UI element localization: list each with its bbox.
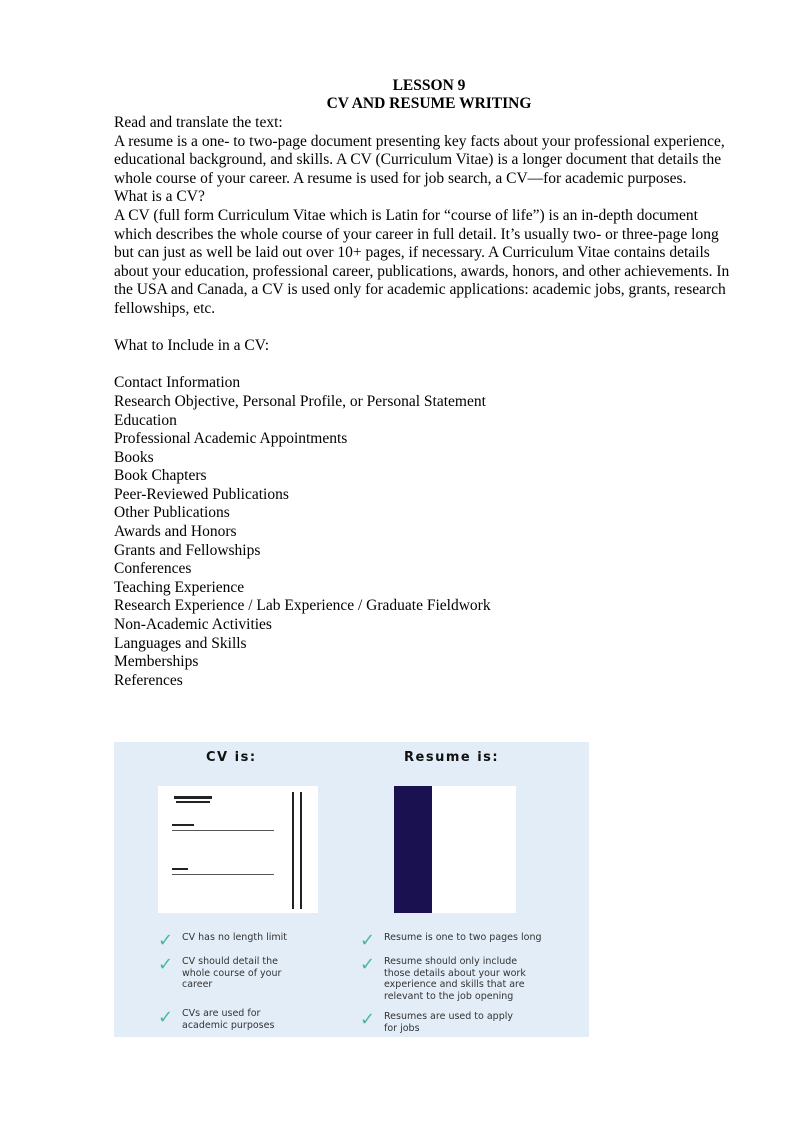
checkmark-icon: ✓ bbox=[158, 1007, 174, 1028]
include-list bbox=[114, 374, 739, 690]
list-item: Education bbox=[114, 411, 177, 429]
list-item: Research Experience / Lab Experience / Graduate Fieldwork bbox=[114, 597, 491, 615]
resume-point: Resume should only include those details about your work experience and skills that are relevant to the job opening bbox=[384, 956, 526, 1002]
list-item: Research Objective, Personal Profile, or Personal Statement bbox=[114, 392, 486, 410]
resume-definition-paragraph: A resume is a one- to two-page document presenting key facts about your professional experience, educational background, and skills. A CV (Curriculum Vitae) is a longer document that details the whole course of your career. A resume is used for job search, a CV—for academic purposes. bbox=[114, 132, 725, 187]
resume-document-illustration bbox=[394, 786, 516, 913]
resume-point: Resumes are used to apply for jobs bbox=[384, 1011, 514, 1034]
list-item: Languages and Skills bbox=[114, 634, 247, 652]
body-text bbox=[114, 114, 739, 690]
list-item: Peer-Reviewed Publications bbox=[114, 485, 289, 503]
list-item: Awards and Honors bbox=[114, 523, 237, 541]
list-item: Grants and Fellowships bbox=[114, 541, 261, 559]
lesson-number: LESSON 9 bbox=[392, 77, 466, 94]
list-item: Contact Information bbox=[114, 374, 241, 392]
checkmark-icon: ✓ bbox=[360, 1009, 376, 1030]
list-item: Teaching Experience bbox=[114, 578, 245, 596]
list-item: Non-Academic Activities bbox=[114, 616, 272, 634]
cv-definition-paragraph: A CV (full form Curriculum Vitae which is Latin for “course of life”) is an in-depth document which describes the whole course of your career in full detail. It’s usually two- or three-page long but can just as well be laid out over 10+ pages, if necessary. A Curriculum Vitae contains details about your education, professional career, publications, awards, honors, and other achievements. In the USA and Canada, a CV is used only for academic applications: academic jobs, grants, research fellowships, etc. bbox=[114, 206, 730, 317]
cv-point: CVs are used for academic purposes bbox=[182, 1008, 275, 1031]
cv-point: CV has no length limit bbox=[182, 932, 288, 943]
cv-heading: CV is: bbox=[206, 750, 257, 765]
list-item: Book Chapters bbox=[114, 467, 207, 485]
cv-vs-resume-figure bbox=[114, 742, 589, 1037]
cv-point: CV should detail the whole course of your career bbox=[182, 956, 282, 991]
checkmark-icon: ✓ bbox=[158, 930, 174, 951]
include-heading: What to Include in a CV: bbox=[114, 337, 270, 355]
checkmark-icon: ✓ bbox=[158, 954, 174, 975]
cv-question-paragraph: What is a CV? bbox=[114, 188, 205, 206]
list-item: Other Publications bbox=[114, 504, 230, 522]
list-item: Professional Academic Appointments bbox=[114, 430, 348, 448]
resume-point: Resume is one to two pages long bbox=[384, 932, 542, 943]
list-item: Conferences bbox=[114, 560, 192, 578]
resume-heading: Resume is: bbox=[404, 750, 500, 765]
list-item: Memberships bbox=[114, 653, 199, 671]
checkmark-icon: ✓ bbox=[360, 954, 376, 975]
list-item: References bbox=[114, 671, 183, 689]
list-item: Books bbox=[114, 448, 154, 466]
cv-document-illustration bbox=[158, 786, 318, 913]
page-title: CV AND RESUME WRITING bbox=[326, 95, 532, 112]
checkmark-icon: ✓ bbox=[360, 930, 376, 951]
instruction-paragraph: Read and translate the text: bbox=[114, 114, 283, 131]
